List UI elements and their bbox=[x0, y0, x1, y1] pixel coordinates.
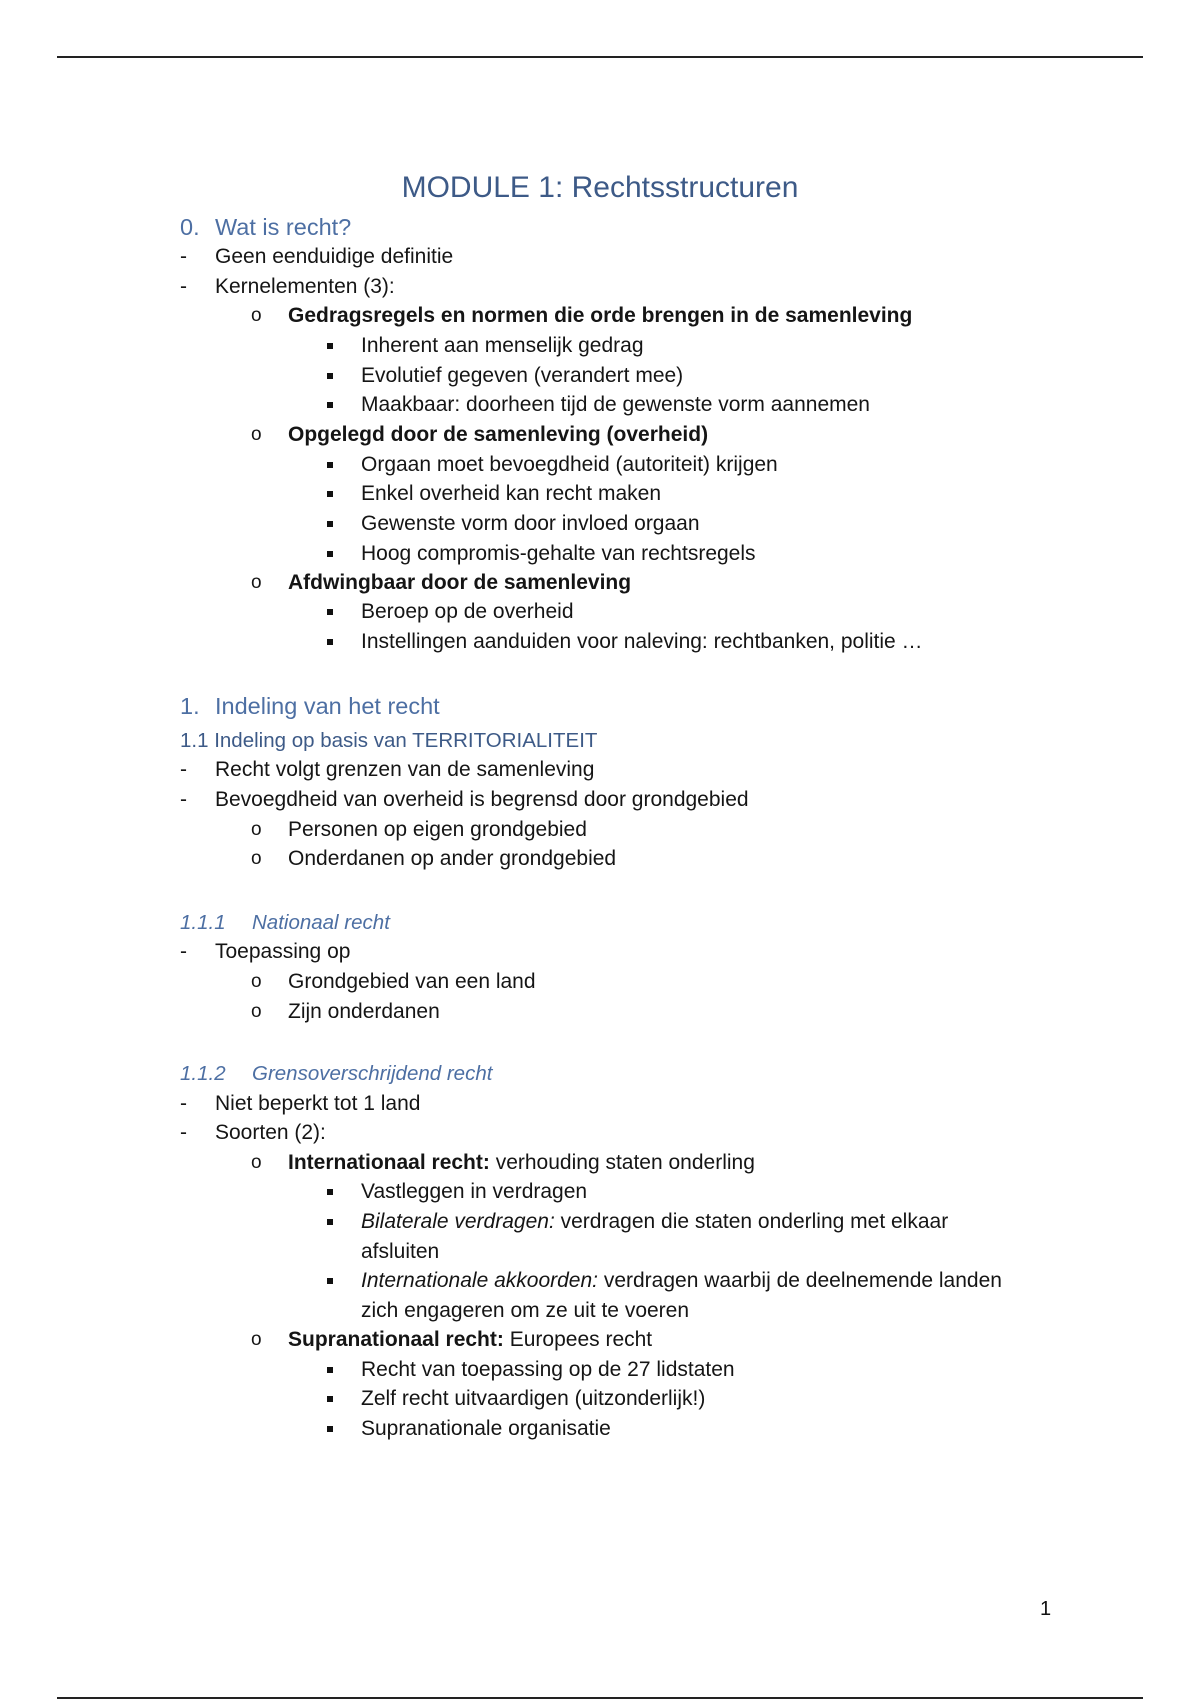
square-bullet bbox=[327, 1278, 333, 1284]
square-bullet bbox=[327, 1367, 333, 1373]
square-bullet bbox=[327, 521, 333, 527]
circle-bullet: o bbox=[251, 819, 262, 840]
square-bullet bbox=[327, 1189, 333, 1195]
dash-bullet: - bbox=[180, 1121, 187, 1144]
square-bullet bbox=[327, 551, 333, 557]
section-title: Indeling van het recht bbox=[215, 693, 440, 719]
dash-bullet: - bbox=[180, 788, 187, 811]
section-number: 0. bbox=[180, 214, 200, 240]
dash-bullet: - bbox=[180, 275, 187, 298]
circle-bullet: o bbox=[251, 1329, 262, 1350]
circle-bullet: o bbox=[251, 1001, 262, 1022]
section-number: 1. bbox=[180, 693, 200, 719]
bottom-rule bbox=[57, 1697, 1143, 1699]
page-title: MODULE 1: Rechtsstructuren bbox=[401, 171, 799, 204]
circle-bullet: o bbox=[251, 848, 262, 869]
circle-bullet: o bbox=[251, 305, 262, 326]
square-bullet bbox=[327, 343, 333, 349]
top-rule bbox=[57, 56, 1143, 58]
dash-bullet: - bbox=[180, 940, 187, 963]
circle-bullet: o bbox=[251, 971, 262, 992]
square-bullet bbox=[327, 609, 333, 615]
square-bullet bbox=[327, 1396, 333, 1402]
square-bullet bbox=[327, 491, 333, 497]
page-number: 1 bbox=[1040, 1598, 1052, 1620]
circle-bullet: o bbox=[251, 424, 262, 445]
circle-bullet: o bbox=[251, 572, 262, 593]
square-bullet bbox=[327, 373, 333, 379]
dash-bullet: - bbox=[180, 758, 187, 781]
square-bullet bbox=[327, 462, 333, 468]
square-bullet bbox=[327, 1426, 333, 1432]
square-bullet bbox=[327, 402, 333, 408]
section-title: Wat is recht? bbox=[215, 214, 352, 240]
dash-bullet: - bbox=[180, 1092, 187, 1115]
square-bullet bbox=[327, 1219, 333, 1225]
square-bullet bbox=[327, 639, 333, 645]
circle-bullet: o bbox=[251, 1152, 262, 1173]
dash-bullet: - bbox=[180, 245, 187, 268]
